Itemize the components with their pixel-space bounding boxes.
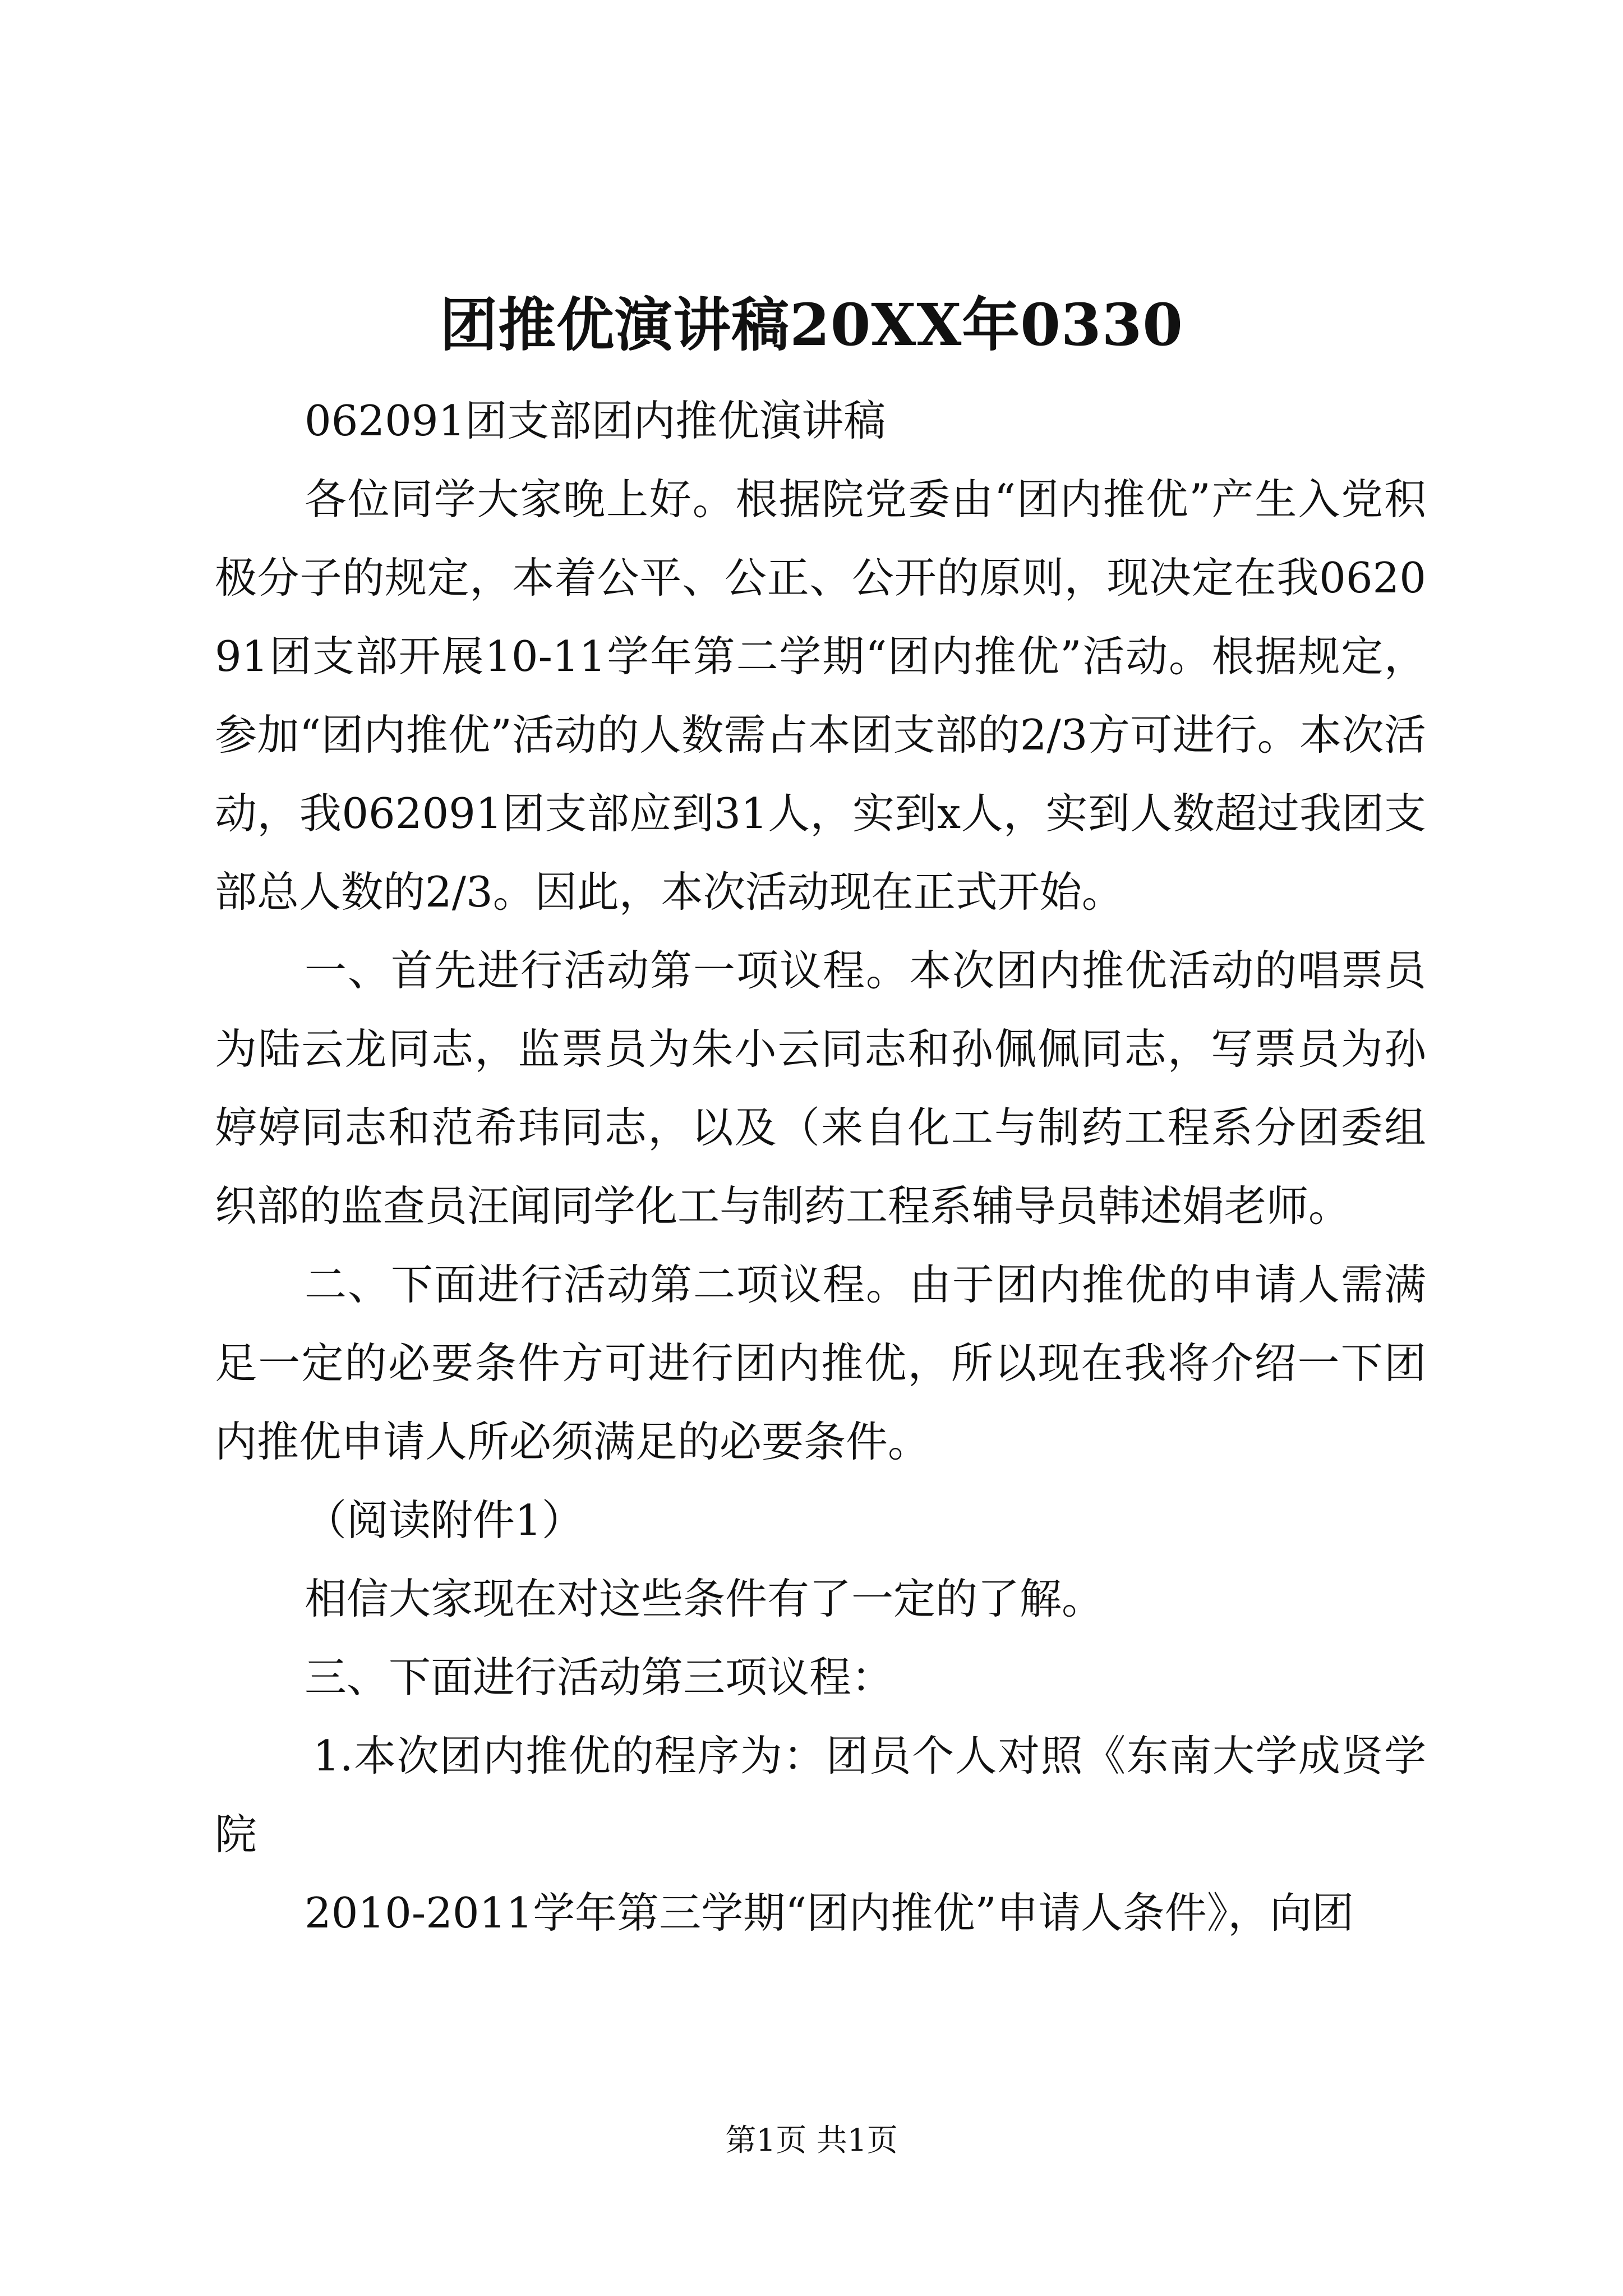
paragraph-agenda-three: 三、下面进行活动第三项议程： xyxy=(305,1653,894,1702)
paragraph-continued: 2010-2011学年第三学期“团内推优”申请人条件》，向团 xyxy=(305,1888,1354,1938)
paragraph-agenda-two: 二、下面进行活动第二项议程。由于团内推优的申请人需满足一定的必要条件方可进行团内推优，所以现在我将介绍一下团内推优申请人所必须满足的必要条件。 xyxy=(215,1260,1426,1466)
paragraph-heading: 062091团支部团内推优演讲稿 xyxy=(305,396,886,445)
document-body xyxy=(215,381,1426,1952)
paragraph-agenda-one: 一、首先进行活动第一项议程。本次团内推优活动的唱票员为陆云龙同志，监票员为朱小云同志和孙佩佩同志，写票员为孙婷婷同志和范希玮同志，以及（来自化工与制药工程系分团委组织部的监查员汪闻同学化工与制药工程系辅导员韩述娟老师。 xyxy=(215,946,1426,1231)
paragraph-procedure: 1.本次团内推优的程序为：团员个人对照《东南大学成贤学院 xyxy=(215,1731,1426,1859)
document-title: 团推优演讲稿20XX年0330 xyxy=(440,291,1183,359)
paragraph-attachment-note: （阅读附件1） xyxy=(305,1496,584,1545)
paragraph-understanding: 相信大家现在对这些条件有了一定的了解。 xyxy=(305,1574,1104,1623)
paragraph-opening: 各位同学大家晚上好。根据院党委由“团内推优”产生入党积极分子的规定，本着公平、公正、公开的原则，现决定在我062091团支部开展10-11学年第二学期“团内推优”活动。根据规定，参加“团内推优”活动的人数需占本团支部的2/3方可进行。本次活动，我062091团支部应到31人，实到x人，实到人数超过我团支部总人数的2/3。因此，本次活动现在正式开始。 xyxy=(215,475,1426,917)
page-footer: 第1页 共1页 xyxy=(725,2122,898,2158)
